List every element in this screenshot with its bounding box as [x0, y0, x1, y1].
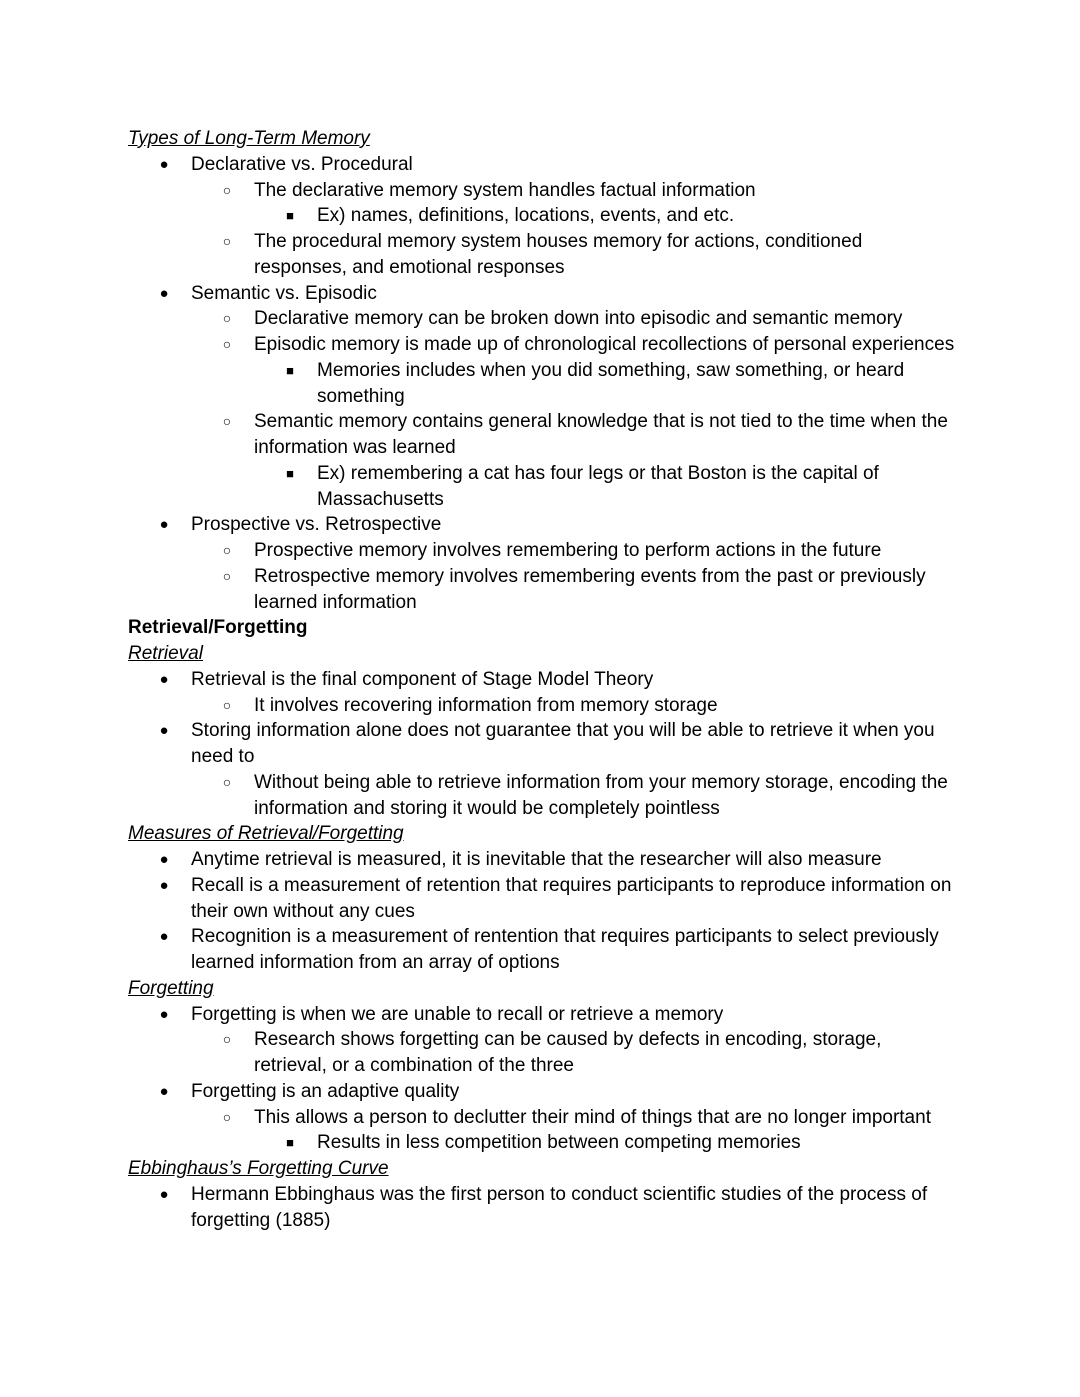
hollow-circle-bullet-icon: ○	[222, 336, 232, 352]
list-item	[128, 667, 958, 693]
list-item-text: Episodic memory is made up of chronological recollections of personal experiences	[254, 334, 955, 355]
list-item	[128, 178, 958, 204]
list-item-text: Forgetting is an adaptive quality	[191, 1080, 460, 1102]
hollow-circle-bullet-icon: ○	[222, 181, 232, 198]
list-item-text: Anytime retrieval is measured, it is inevitable that the researcher will also measure	[191, 849, 882, 870]
list-item	[128, 358, 958, 410]
hollow-circle-bullet-icon: ○	[222, 567, 232, 584]
filled-circle-bullet-icon: ●	[159, 928, 169, 946]
list-item-text: Retrospective memory involves remembering events from the past or previously learned information	[254, 565, 926, 613]
list-item-text: Ex) names, definitions, locations, events, and etc.	[317, 205, 735, 227]
section-heading: Ebbinghaus’s Forgetting Curve	[128, 1158, 389, 1179]
list-item	[128, 873, 958, 925]
list-item	[128, 409, 958, 461]
list-item	[128, 718, 958, 770]
hollow-circle-bullet-icon: ○	[222, 1031, 232, 1048]
list-item-text: Declarative vs. Procedural	[191, 153, 413, 175]
filled-circle-bullet-icon: ●	[159, 876, 169, 894]
list-item-text: Declarative memory can be broken down into episodic and semantic memory	[254, 308, 903, 330]
filled-circle-bullet-icon: ●	[159, 1082, 169, 1100]
list-item	[128, 1079, 958, 1105]
list-item-text: Prospective memory involves remembering to perform actions in the future	[254, 540, 882, 561]
section-heading: Retrieval	[128, 643, 203, 664]
section-heading: Retrieval/Forgetting	[128, 617, 308, 639]
list-item	[128, 538, 958, 564]
list-item	[128, 770, 958, 822]
list-item-text: Results in less competition between competing memories	[317, 1132, 801, 1154]
filled-circle-bullet-icon: ●	[159, 1005, 169, 1023]
list-item-text: Research shows forgetting can be caused by defects in encoding, storage, retrieval, or a combination of the three	[254, 1029, 882, 1076]
list-item-text: Retrieval is the final component of Stage Model Theory	[191, 668, 654, 690]
list-item	[128, 306, 958, 332]
list-item	[128, 152, 958, 178]
list-item-text: Prospective vs. Retrospective	[191, 514, 442, 536]
hollow-circle-bullet-icon: ○	[222, 773, 232, 790]
list-item-text: This allows a person to declutter their mind of things that are no longer important	[254, 1106, 931, 1128]
filled-circle-bullet-icon: ●	[159, 851, 169, 868]
list-item-text: Storing information alone does not guarantee that you will be able to retrieve it when you need to	[191, 720, 935, 767]
section-heading: Forgetting	[128, 977, 214, 999]
list-item	[128, 1130, 958, 1156]
hollow-circle-bullet-icon: ○	[222, 1108, 232, 1125]
filled-circle-bullet-icon: ●	[159, 284, 169, 302]
document-body	[128, 126, 958, 1233]
list-item	[128, 512, 958, 538]
list-item	[128, 1105, 958, 1131]
filled-square-bullet-icon: ■	[286, 362, 294, 378]
list-item-text: The declarative memory system handles factual information	[254, 179, 756, 201]
list-item-text: Recognition is a measurement of rentention that requires participants to select previously learned information from an array of options	[191, 926, 939, 973]
list-item-text: It involves recovering information from memory storage	[254, 694, 718, 716]
list-item	[128, 693, 958, 719]
filled-circle-bullet-icon: ●	[159, 670, 169, 688]
list-item	[128, 1027, 958, 1079]
filled-circle-bullet-icon: ●	[159, 155, 169, 173]
list-item-text: Memories includes when you did something, saw something, or heard something	[317, 359, 905, 407]
filled-square-bullet-icon: ■	[286, 465, 294, 481]
list-item-text: Recall is a measurement of retention that requires participants to reproduce information on their own without any cues	[191, 874, 952, 922]
list-item-text: Semantic memory contains general knowledge that is not tied to the time when the information was learned	[254, 411, 948, 458]
list-item	[128, 461, 958, 513]
filled-square-bullet-icon: ■	[286, 1135, 294, 1151]
hollow-circle-bullet-icon: ○	[222, 413, 232, 430]
list-item	[128, 281, 958, 307]
list-item-text: The procedural memory system houses memory for actions, conditioned responses, and emotional responses	[254, 231, 863, 278]
list-item	[128, 203, 958, 229]
hollow-circle-bullet-icon: ○	[222, 542, 232, 558]
list-item	[128, 924, 958, 976]
hollow-circle-bullet-icon: ○	[222, 233, 232, 249]
section-heading: Types of Long-Term Memory	[128, 128, 370, 149]
filled-circle-bullet-icon: ●	[159, 1185, 169, 1203]
section-heading: Measures of Retrieval/Forgetting	[128, 823, 404, 845]
list-item	[128, 229, 958, 281]
list-item-text: Semantic vs. Episodic	[191, 282, 377, 304]
list-item-text: Hermann Ebbinghaus was the first person to conduct scientific studies of the process of forgetting (1885)	[191, 1183, 928, 1231]
list-item-text: Forgetting is when we are unable to recall or retrieve a memory	[191, 1003, 724, 1025]
filled-square-bullet-icon: ■	[286, 208, 294, 224]
list-item	[128, 332, 958, 358]
list-item	[128, 1182, 958, 1234]
list-item	[128, 847, 958, 873]
list-item	[128, 1002, 958, 1028]
filled-circle-bullet-icon: ●	[159, 722, 169, 740]
list-item-text: Ex) remembering a cat has four legs or that Boston is the capital of Massachusetts	[317, 462, 879, 510]
list-item-text: Without being able to retrieve information from your memory storage, encoding the information and storing it would be completely pointless	[254, 771, 948, 819]
filled-circle-bullet-icon: ●	[159, 516, 169, 534]
hollow-circle-bullet-icon: ○	[222, 696, 232, 713]
hollow-circle-bullet-icon: ○	[222, 310, 232, 327]
list-item	[128, 564, 958, 616]
